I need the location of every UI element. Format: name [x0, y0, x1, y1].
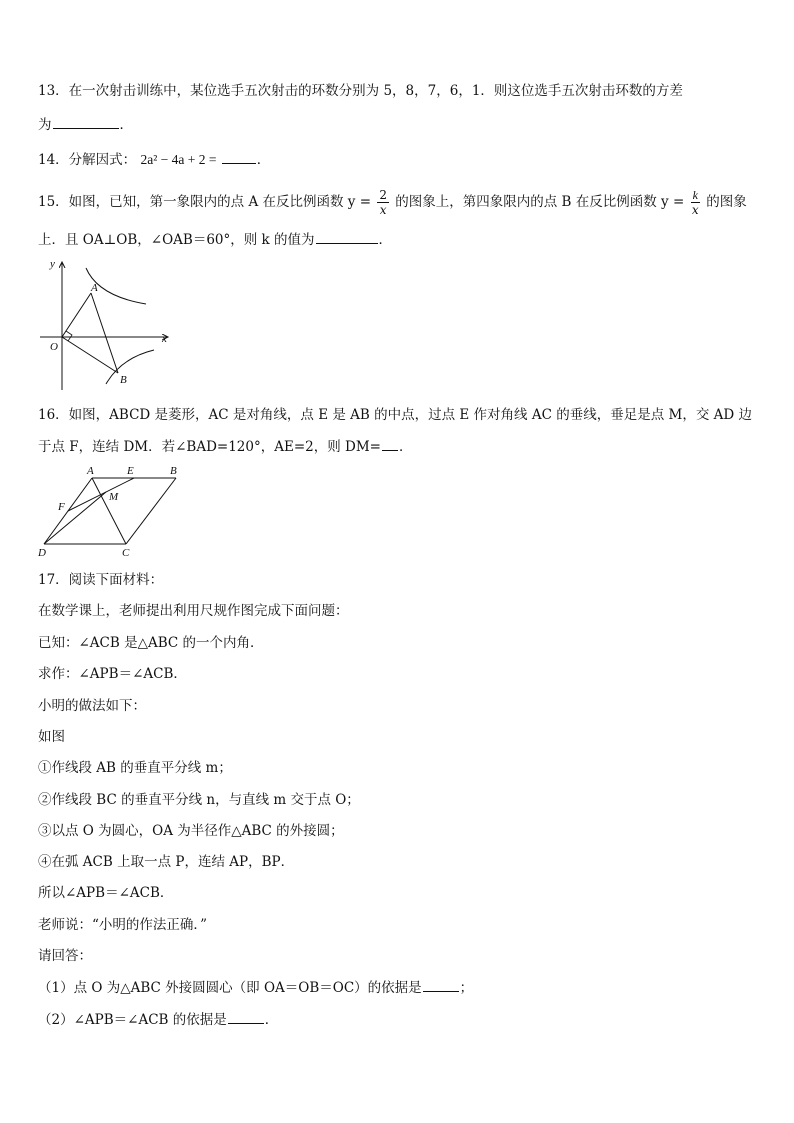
- q17-step3: ③以点 O 为圆心，OA 为半径作△ABC 的外接圆；: [38, 823, 344, 839]
- q15-line2: [38, 229, 392, 250]
- label-b: B: [170, 465, 177, 477]
- label-m: M: [109, 491, 119, 503]
- q16-line1: 16．如图，ABCD 是菱形，AC 是对角线，点 E 是 AB 的中点，过点 E 作对角线 AC 的垂线，垂足是点 M，交 AD 边: [38, 407, 752, 423]
- label-f: F: [58, 501, 65, 513]
- q17-known: 已知：∠ACB 是△ABC 的一个内角．: [38, 635, 264, 651]
- q17-find: 求作：∠APB＝∠ACB．: [38, 666, 187, 682]
- q13-prefix: 为: [38, 117, 52, 133]
- q14-expression: 2a² − 4a + 2 =: [140, 152, 217, 167]
- q17-sub1: [38, 977, 473, 998]
- fraction-2-over-x: [377, 188, 389, 217]
- q17-sub1-suffix: ；: [459, 980, 474, 996]
- answer-blank: [423, 977, 459, 992]
- label-e: E: [127, 465, 134, 477]
- fraction-k-over-x: [691, 188, 700, 217]
- frac-denominator: x: [691, 203, 699, 217]
- q15-line1: [38, 188, 747, 217]
- q17-sub1-text: （1）点 O 为△ABC 外接圆圆心（即 OA＝OB＝OC）的依据是: [38, 980, 422, 996]
- answer-blank: [222, 149, 256, 164]
- q17-step2: ②作线段 BC 的垂直平分线 n，与直线 m 交于点 O；: [38, 792, 360, 808]
- q15-suffix: ．: [378, 232, 393, 248]
- answer-blank: [382, 436, 398, 451]
- line-ef: [68, 478, 134, 511]
- q17-conclusion: 所以∠APB＝∠ACB．: [38, 885, 174, 901]
- q16-line2: [38, 436, 412, 457]
- answer-blank: [228, 1009, 264, 1024]
- q14-line: [38, 149, 270, 170]
- q17-answer-prompt: 请回答：: [38, 948, 92, 964]
- answer-blank: [53, 114, 119, 129]
- label-x: x: [162, 333, 167, 345]
- right-angle-mark: [66, 331, 72, 341]
- q15-text3: 的图象: [706, 194, 747, 210]
- q16-prefix: 于点 F，连结 DM．若∠BAD=120°，AE=2，则 DM=: [38, 439, 381, 455]
- q13-line2: [38, 114, 133, 135]
- q17-intro: 在数学课上，老师提出利用尺规作图完成下面问题：: [38, 603, 349, 619]
- q16-figure: [36, 462, 186, 560]
- label-a: A: [91, 282, 98, 294]
- q17-teacher: 老师说：“小明的作法正确．”: [38, 917, 208, 933]
- q16-suffix: ．: [398, 439, 413, 455]
- frac-numerator: k: [692, 188, 698, 202]
- label-o: O: [50, 341, 58, 353]
- q14-suffix: ．: [256, 152, 271, 168]
- q17-sub2-suffix: ．: [264, 1012, 279, 1028]
- q17-step4: ④在弧 ACB 上取一点 P，连结 AP，BP．: [38, 854, 295, 870]
- q14-prefix: 14．分解因式：: [38, 152, 137, 168]
- segment-ob: [62, 337, 118, 373]
- segment-oa: [62, 293, 91, 337]
- q13-line1: 13．在一次射击训练中，某位选手五次射击的环数分别为 5，8，7，6，1．则这位选手五次射击环数的方差: [38, 83, 683, 99]
- q17-sub2-text: （2）∠APB＝∠ACB 的依据是: [38, 1012, 227, 1028]
- label-a: A: [87, 465, 94, 477]
- hyperbola-q4: [106, 350, 154, 384]
- segment-ab: [91, 293, 118, 373]
- q17-step1: ①作线段 AB 的垂直平分线 m；: [38, 760, 232, 776]
- q15-prefix: 上．且 OA⊥OB，∠OAB＝60°，则 k 的值为: [38, 232, 315, 248]
- q15-text1: 15．如图，已知，第一象限内的点 A 在反比例函数 y =: [38, 194, 372, 210]
- label-b: B: [120, 374, 127, 386]
- q15-text2: 的图象上，第四象限内的点 B 在反比例函数 y =: [395, 194, 685, 210]
- q17-asfig: 如图: [38, 729, 65, 745]
- side-bc: [126, 478, 176, 544]
- frac-denominator: x: [379, 203, 387, 217]
- frac-numerator: 2: [379, 188, 387, 202]
- label-d: D: [38, 547, 46, 559]
- q15-figure: [36, 256, 176, 392]
- segment-dm: [44, 492, 106, 544]
- diagonal-ac: [92, 478, 126, 544]
- answer-blank: [316, 229, 378, 244]
- q17-sub2: [38, 1009, 278, 1030]
- q13-suffix: ．: [119, 117, 133, 133]
- q17-method: 小明的做法如下：: [38, 698, 146, 714]
- label-y: y: [50, 258, 55, 270]
- label-c: C: [122, 547, 130, 559]
- q17-title: 17．阅读下面材料：: [38, 572, 164, 588]
